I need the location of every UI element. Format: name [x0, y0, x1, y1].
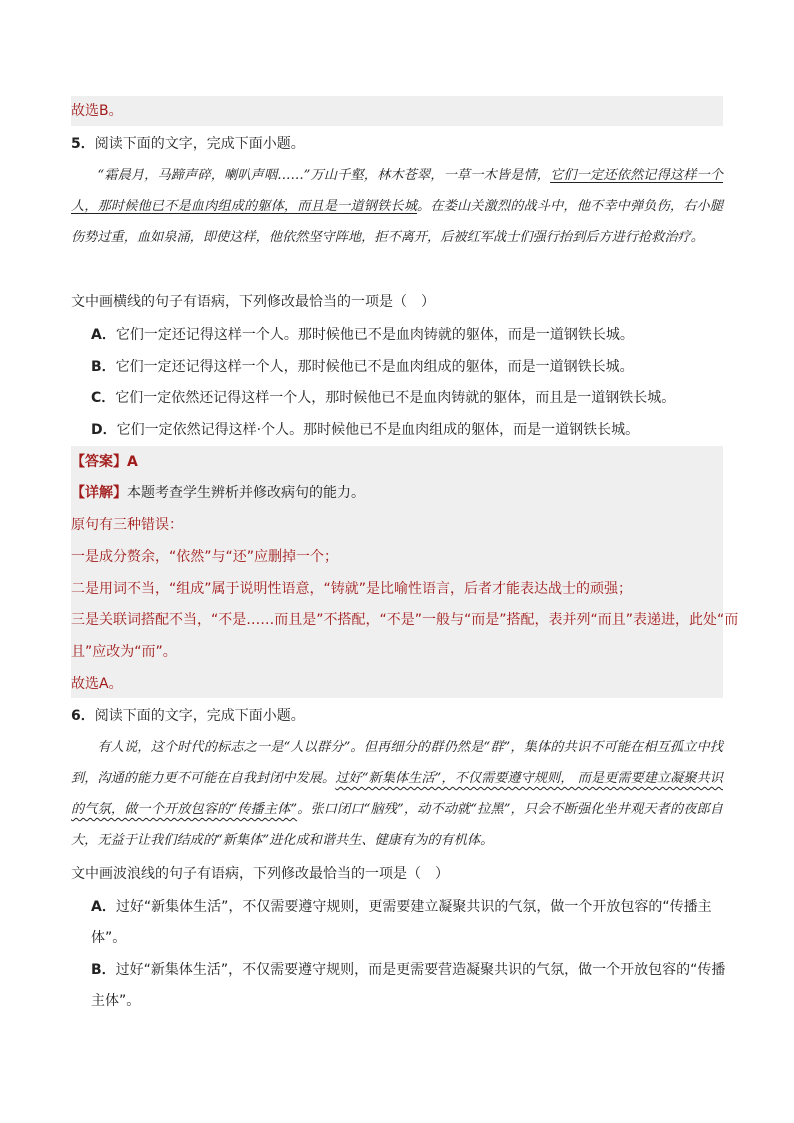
q5-stem: 阅读下面的文字，完成下面小题。	[94, 136, 305, 152]
q6-heading	[71, 706, 305, 726]
q5-passage-end: 。在娄山关激烈的战斗中，他不幸中弹负伤，右小腿伤势过重，血如泉涌，即使这样，他依然坚守阵地，拒不离开，后被红军战士们强行抬到后方进行抢救治疗。	[71, 199, 724, 245]
q5-option-c[interactable]	[91, 388, 675, 408]
q5-heading	[71, 134, 305, 154]
q5-detail-line4b: 且”应改为“而”。	[71, 644, 177, 660]
q5-conclusion: 故选A。	[71, 676, 123, 692]
q5-detail	[71, 483, 365, 503]
q5-underlined-sentence: 它们一定还依然记得这样一个人，那时候他已不是血肉组成的躯体，而且是一道钢铁长城	[71, 168, 723, 214]
q5-passage-start: “霜晨月，马蹄声碎，喇叭声咽……”万山千壑，林木苍翠，一草一木皆是情，	[97, 168, 551, 183]
previous-conclusion: 故选B。	[71, 103, 123, 119]
q5-option-d[interactable]	[91, 420, 639, 440]
q5-option-b[interactable]	[91, 357, 634, 377]
q5-option-b-text: 它们一定还记得这样一个人，那时候他已不是血肉组成的躯体，而是一道钢铁长城。	[115, 359, 634, 375]
q5-answer-tag: 【答案】	[71, 454, 127, 470]
q6-option-b-cont: 主体”。	[91, 993, 141, 1009]
q5-detail-tag: 【详解】	[71, 485, 127, 501]
q5-detail-text: 本题考查学生辨析并修改病句的能力。	[127, 485, 365, 501]
q6-question: 文中画波浪线的句子有语病，下列修改最恰当的一项是（ ）	[71, 866, 449, 882]
q6-passage-end: 。张口闭口“脑残”，动不动就“拉黑”，只会不断强化坐井观天者的夜郎自大，无益于让我们结成的“新集体”进化成和谐共生、健康有为的有机体。	[71, 802, 723, 848]
q5-answer-value: A	[127, 454, 138, 470]
q5-option-a-label: A．	[91, 327, 116, 343]
q5-detail-line3: 二是用词不当，“组成”属于说明性语意，“铸就”是比喻性语言，后者才能表达战士的顽强；	[71, 581, 633, 597]
q6-wavy-sentence: 过好“新集体生活”，不仅需要遵守规则， 而是更需要建立凝聚共识的气氛，做一个开放包容的“传播主体”	[71, 771, 723, 817]
q5-detail-line2: 一是成分赘余，“依然”与“还”应删掉一个；	[71, 549, 339, 565]
q6-stem: 阅读下面的文字，完成下面小题。	[94, 708, 305, 724]
q5-question: 文中画横线的句子有语病，下列修改最恰当的一项是（ ）	[71, 294, 435, 310]
q6-option-b-label: B．	[91, 962, 116, 978]
q6-passage	[71, 732, 723, 856]
q5-answer	[71, 452, 138, 472]
q5-option-d-text: 它们一定依然记得这样·个人。那时候他已不是血肉组成的躯体，而是一道钢铁长城。	[116, 422, 640, 438]
q6-number: 6．	[71, 708, 95, 724]
q6-option-b[interactable]	[91, 960, 725, 980]
q6-passage-start: 有人说，这个时代的标志之一是“人以群分”。但再细分的群仍然是“群”，集体的共识不可能在相互孤立中找到，沟通的能力更不可能在自我封闭中发展。	[71, 740, 723, 786]
q5-option-d-label: D．	[91, 422, 117, 438]
q6-option-a-label: A．	[91, 899, 116, 915]
q5-option-c-label: C．	[91, 390, 116, 406]
previous-answer-block	[71, 96, 723, 126]
q6-option-b-text: 过好“新集体生活”，不仅需要遵守规则，而是更需要营造凝聚共识的气氛，做一个开放包容的“传播	[115, 962, 726, 978]
q5-passage	[71, 160, 723, 253]
q5-detail-line4a: 三是关联词搭配不当，“不是……而且是”不搭配，“不是”一般与“而是”搭配，表并列“而且”表递进，此处“而	[71, 612, 739, 628]
q5-option-c-text: 它们一定依然还记得这样一个人，那时候他已不是血肉铸就的躯体，而且是一道钢铁长城。	[115, 390, 676, 406]
q5-option-b-label: B．	[91, 359, 116, 375]
q5-option-a-text: 它们一定还记得这样一个人。那时候他已不是血肉铸就的躯体，而是一道钢铁长城。	[115, 327, 634, 343]
q6-option-a-cont: 体”。	[91, 930, 127, 946]
q5-number: 5．	[71, 136, 95, 152]
q5-option-a[interactable]	[91, 325, 634, 345]
q6-option-a-text: 过好“新集体生活”，不仅需要遵守规则，更需要建立凝聚共识的气氛，做一个开放包容的“传播主	[115, 899, 712, 915]
q6-option-a[interactable]	[91, 897, 712, 917]
q5-detail-line1: 原句有三种错误：	[71, 517, 183, 533]
